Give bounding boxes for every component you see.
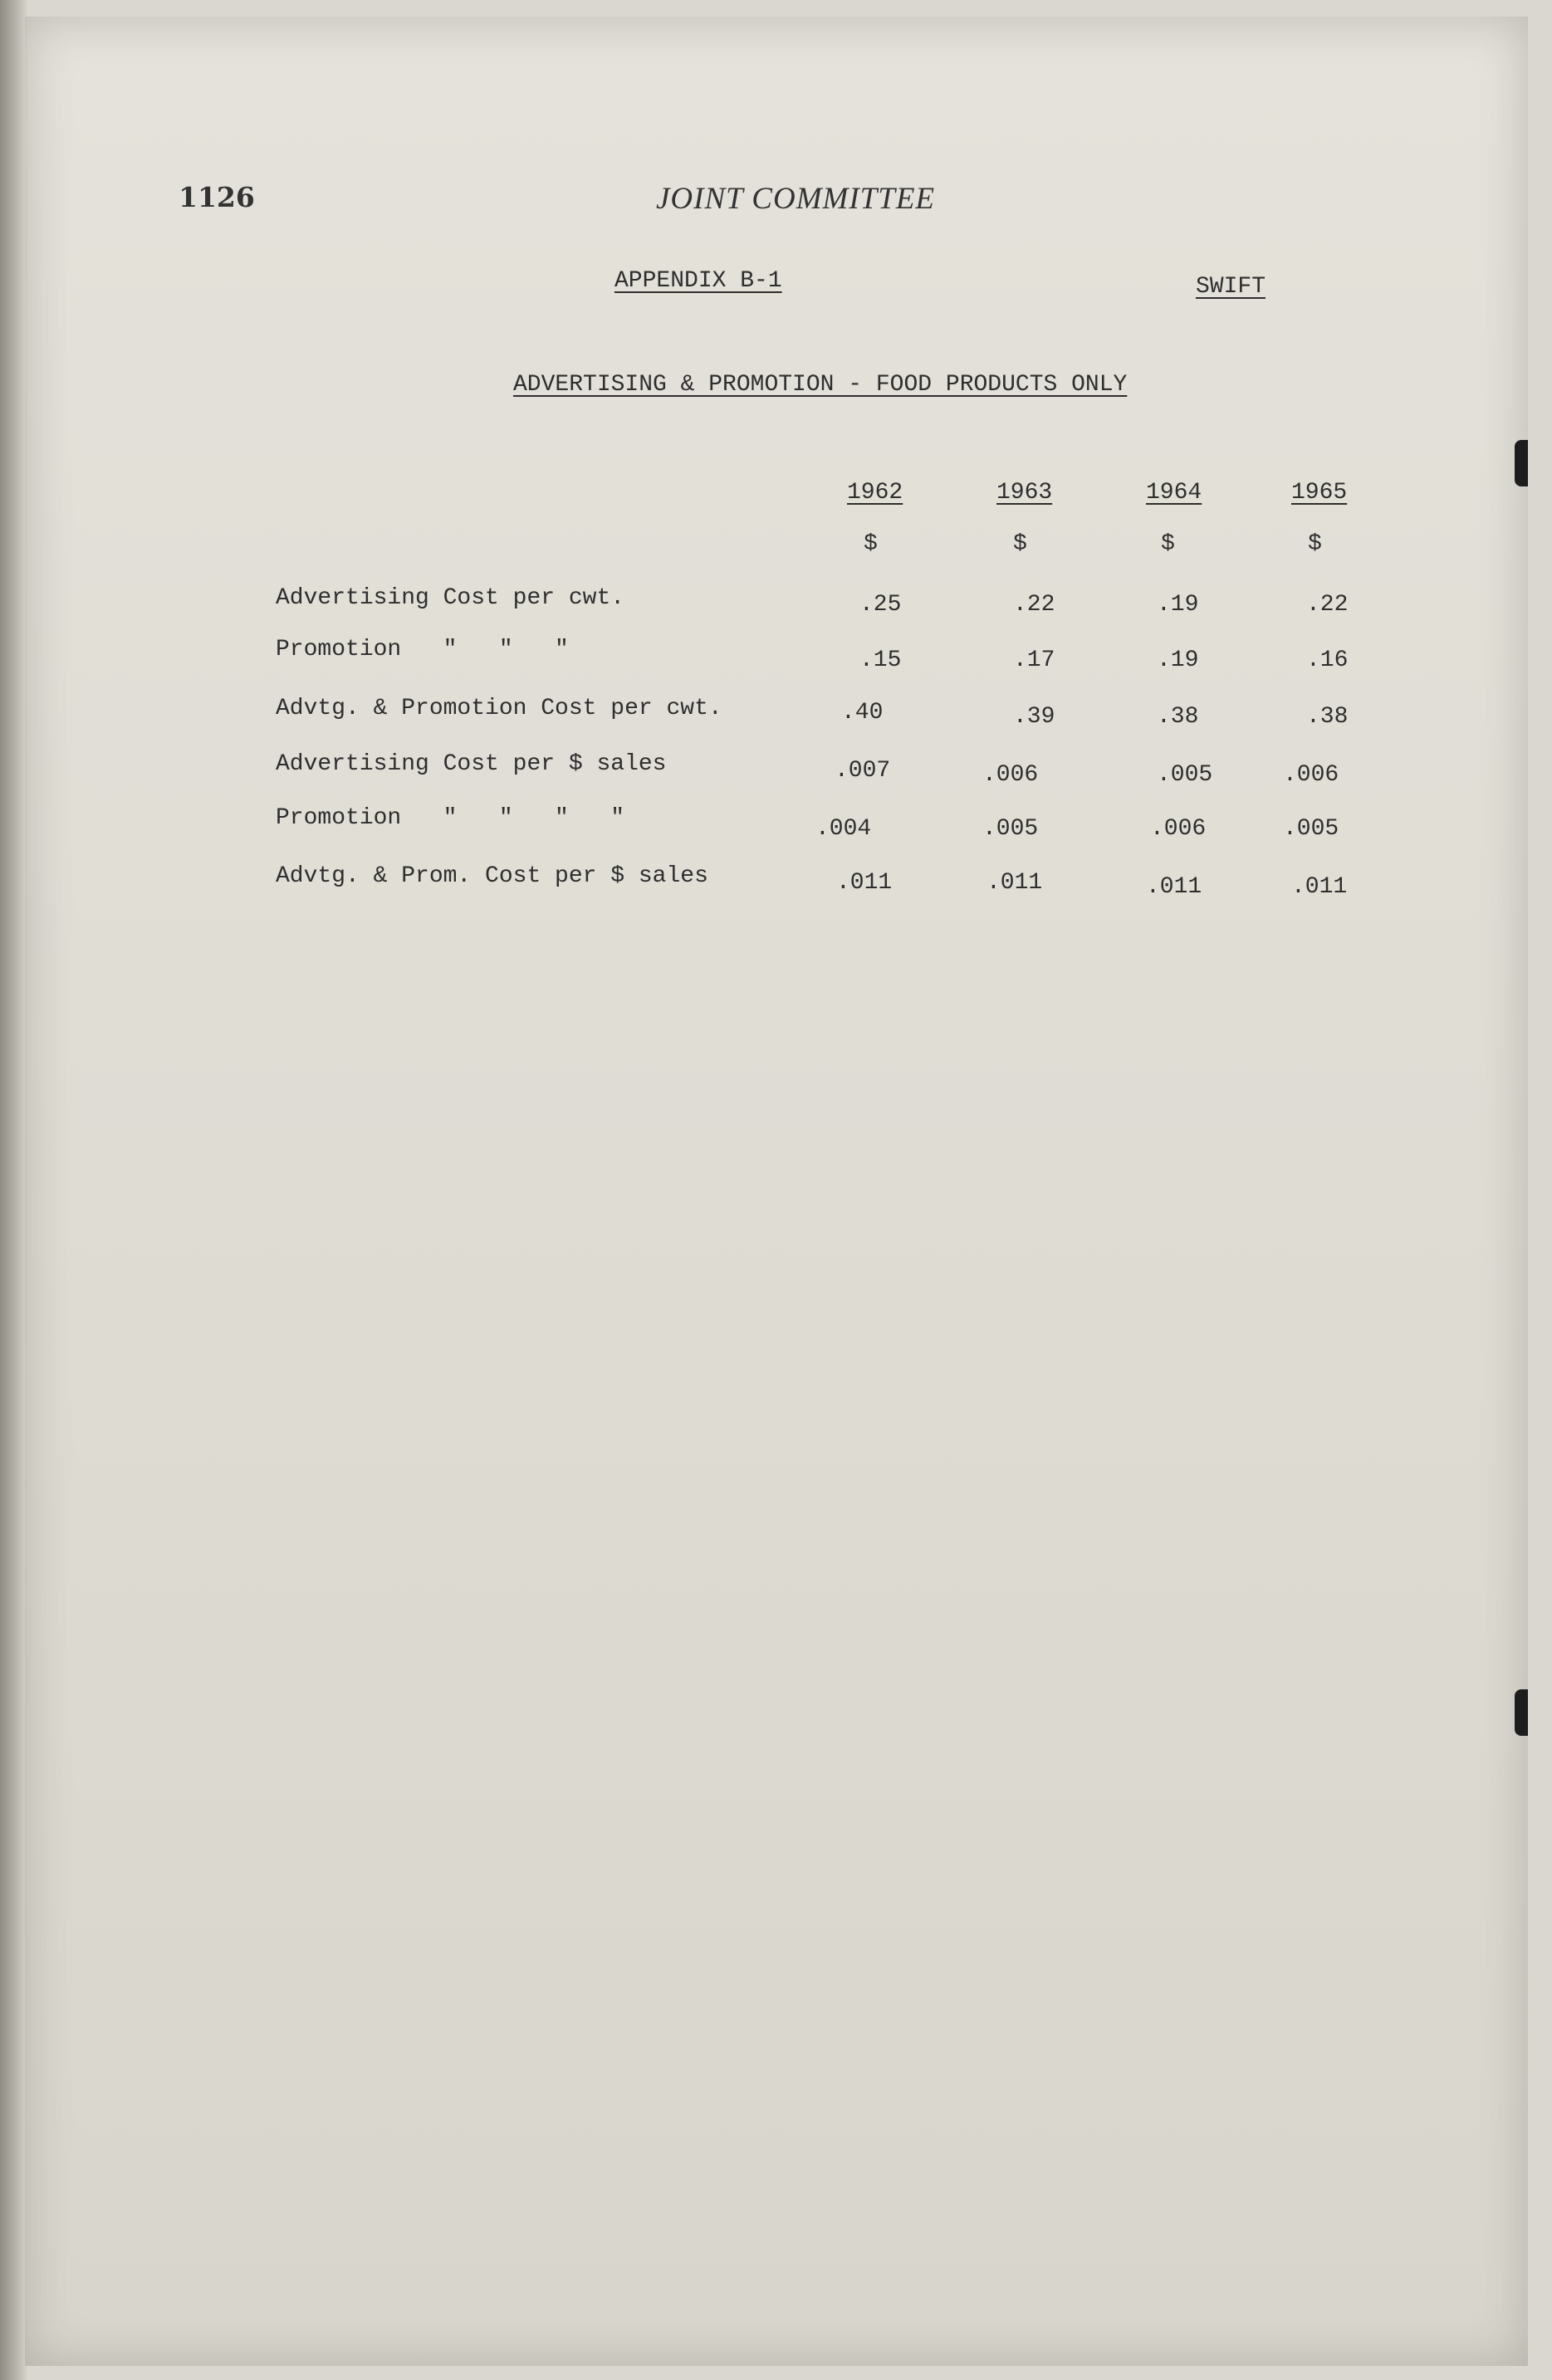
table-cell: .006 <box>1150 816 1207 842</box>
row-label: Advertising Cost per cwt. <box>276 585 625 611</box>
column-unit: $ <box>1013 531 1027 557</box>
table-cell: .38 <box>1157 704 1199 730</box>
table-cell: .005 <box>1157 762 1213 788</box>
document-page <box>25 17 1528 2366</box>
table-cell: .006 <box>1283 762 1339 788</box>
table-heading: ADVERTISING & PROMOTION - FOOD PRODUCTS ONLY <box>513 372 1128 398</box>
column-unit: $ <box>1161 531 1175 557</box>
table-cell: .011 <box>1146 874 1202 900</box>
table-cell: .011 <box>987 870 1043 896</box>
table-cell: .22 <box>1013 592 1055 618</box>
company-name: SWIFT <box>1196 274 1266 300</box>
column-unit: $ <box>1308 531 1322 557</box>
row-label: Advtg. & Promotion Cost per cwt. <box>276 696 722 721</box>
row-label: Advtg. & Prom. Cost per $ sales <box>276 863 708 889</box>
table-cell: .007 <box>835 758 891 784</box>
table-cell: .19 <box>1157 648 1199 673</box>
table-cell: .006 <box>982 762 1039 788</box>
appendix-label: APPENDIX B-1 <box>614 268 782 294</box>
row-label: Advertising Cost per $ sales <box>276 751 667 777</box>
page-edge-shadow <box>0 0 28 2380</box>
table-cell: .19 <box>1157 592 1199 618</box>
table-cell: .005 <box>1283 816 1339 842</box>
table-cell: .40 <box>841 700 884 726</box>
table-cell: .17 <box>1013 648 1055 673</box>
table-cell: .004 <box>815 816 872 842</box>
column-year: 1964 <box>1146 480 1202 506</box>
binder-hole <box>1515 440 1528 486</box>
running-head: JOINT COMMITTEE <box>656 182 936 216</box>
column-year: 1965 <box>1291 480 1348 506</box>
table-cell: .005 <box>982 816 1039 842</box>
column-year: 1963 <box>996 480 1053 506</box>
table-cell: .15 <box>859 648 902 673</box>
table-cell: .22 <box>1306 592 1349 618</box>
row-label: Promotion " " " <box>276 637 569 662</box>
table-cell: .011 <box>836 870 893 896</box>
column-unit: $ <box>864 531 878 557</box>
table-cell: .011 <box>1291 874 1348 900</box>
table-cell: .39 <box>1013 704 1055 730</box>
table-cell: .38 <box>1306 704 1349 730</box>
column-year: 1962 <box>847 480 903 506</box>
row-label: Promotion " " " " <box>276 805 625 831</box>
table-cell: .16 <box>1306 648 1349 673</box>
binder-hole <box>1515 1689 1528 1736</box>
page-number: 1126 <box>179 181 255 213</box>
table-cell: .25 <box>859 592 902 618</box>
